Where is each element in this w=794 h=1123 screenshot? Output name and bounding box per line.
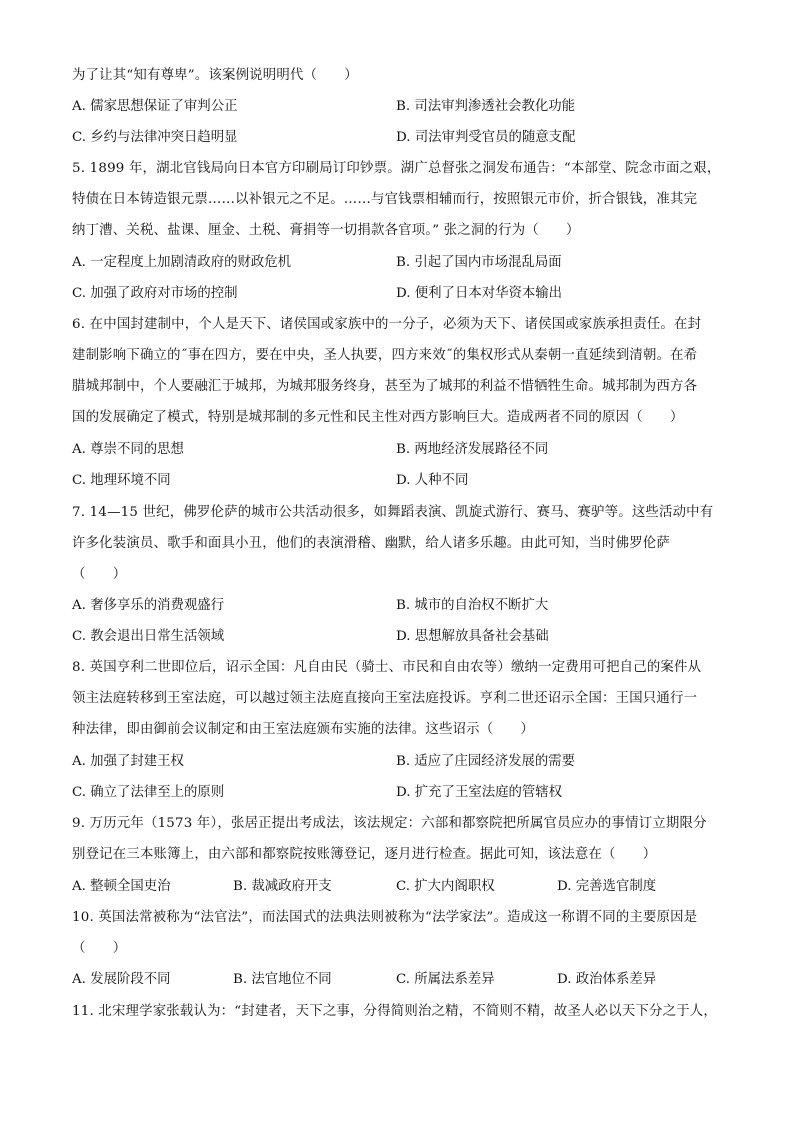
q10-option-d[interactable]: D. 政治体系差异 <box>557 972 657 987</box>
q5-stem-line-1: 5. 1899 年，湖北官钱局向日本官方印刷局订印钞票。湖广总督张之洞发布通告：“本部堂、院念市面之艰， <box>72 161 721 176</box>
q6-stem-line-3: 腊城邦制中，个人要融汇于城邦，为城邦服务终身，甚至为了城邦的利益不惜牺牲生命。城邦制为西方各 <box>72 379 698 394</box>
q9-option-c[interactable]: C. 扩大内阁职权 <box>396 879 495 894</box>
q8-option-b[interactable]: B. 适应了庄园经济发展的需要 <box>396 754 576 769</box>
q5-stem-line-3: 纳丁漕、关税、盐课、厘金、土税、膏捐等一切捐款各官项。” 张之洞的行为（ ） <box>72 223 580 238</box>
q4-option-b[interactable]: B. 司法审判渗透社会教化功能 <box>396 99 576 114</box>
q6-option-d[interactable]: D. 人种不同 <box>396 473 469 488</box>
q8-option-d[interactable]: D. 扩充了王室法庭的管辖权 <box>396 785 563 800</box>
q10-option-a[interactable]: A. 发展阶段不同 <box>72 972 171 987</box>
q9-stem-line-1: 9. 万历元年（1573 年），张居正提出考成法，该法规定：六部和都察院把所属官员应办的事情订立期限分 <box>72 816 707 831</box>
q6-option-b[interactable]: B. 两地经济发展路径不同 <box>396 442 549 457</box>
q4-option-d[interactable]: D. 司法审判受官员的随意支配 <box>396 130 576 145</box>
q10-stem-line-1: 10. 英国法常被称为“法官法”，而法国式的法典法则被称为“法学家法”。造成这一称谓不同的主要原因是 <box>72 910 698 925</box>
q4-option-c[interactable]: C. 乡约与法律冲突日趋明显 <box>72 130 238 145</box>
q7-stem-line-1: 7. 14—15 世纪，佛罗伦萨的城市公共活动很多，如舞蹈表演、凯旋式游行、赛马、赛驴等。这些活动中有 <box>72 505 714 520</box>
q8-option-c[interactable]: C. 确立了法律至上的原则 <box>72 785 225 800</box>
q7-stem-line-3: （ ） <box>72 567 127 582</box>
q7-stem-line-2: 许多化装演员、歌手和面具小丑，他们的表演滑稽、幽默，给人诸多乐趣。由此可知，当时佛罗伦萨 <box>72 536 670 551</box>
q7-option-a[interactable]: A. 奢侈享乐的消费观盛行 <box>72 598 225 613</box>
q10-stem-line-2: （ ） <box>72 941 127 956</box>
q5-option-b[interactable]: B. 引起了国内市场混乱局面 <box>396 255 562 270</box>
q6-stem-line-2: 建制影响下确立的˝事在四方，要在中央，圣人执要，四方来效˝的集权形式从秦朝一直延续到清朝。在希 <box>72 348 698 363</box>
q7-option-b[interactable]: B. 城市的自治权不断扩大 <box>396 598 549 613</box>
q5-option-a[interactable]: A. 一定程度上加剧清政府的财政危机 <box>72 255 292 270</box>
q9-option-a[interactable]: A. 整顿全国吏治 <box>72 879 171 894</box>
q7-option-d[interactable]: D. 思想解放具备社会基础 <box>396 629 549 644</box>
q11-stem-line-1: 11. 北宋理学家张载认为：“封建者，天下之事，分得简则治之精，不简则不精，故圣人必以天下分之于人， <box>72 1004 717 1019</box>
q9-stem-line-2: 别登记在三本账簿上，由六部和都察院按账簿登记，逐月进行检查。据此可知，该法意在（ ） <box>72 847 657 862</box>
q8-stem-line-1: 8. 英国亨利二世即位后，诏示全国：凡自由民（骑士、市民和自由农等）缴纳一定费用可把自己的案件从 <box>72 660 702 675</box>
q10-option-c[interactable]: C. 所属法系差异 <box>396 972 495 987</box>
q8-stem-line-2: 领主法庭转移到王室法庭，可以越过领主法庭直接向王室法庭投诉。亨利二世还诏示全国：王国只通行一 <box>72 691 698 706</box>
q8-option-a[interactable]: A. 加强了封建王权 <box>72 754 184 769</box>
q6-option-a[interactable]: A. 尊崇不同的思想 <box>72 442 184 457</box>
q6-stem-line-1: 6. 在中国封建制中，个人是天下、诸侯国或家族中的一分子，必须为天下、诸侯国或家族承担责任。在封 <box>72 317 702 332</box>
q10-option-b[interactable]: B. 法官地位不同 <box>233 972 332 987</box>
q8-stem-line-3: 种法律，即由御前会议制定和由王室法庭颁布实施的法律。这些诏示（ ） <box>72 722 535 737</box>
q5-option-c[interactable]: C. 加强了政府对市场的控制 <box>72 286 238 301</box>
q4-option-a[interactable]: A. 儒家思想保证了审判公正 <box>72 99 238 114</box>
q9-option-d[interactable]: D. 完善选官制度 <box>557 879 657 894</box>
q6-option-c[interactable]: C. 地理环境不同 <box>72 473 171 488</box>
q7-option-c[interactable]: C. 教会退出日常生活领域 <box>72 629 225 644</box>
q9-option-b[interactable]: B. 裁减政府开支 <box>233 879 332 894</box>
q5-stem-line-2: 特债在日本铸造银元票……以补银元之不足。……与官钱票相辅而行，按照银元市价，折合银钱，准其完 <box>72 192 698 207</box>
q6-stem-line-4: 国的发展确定了模式，特别是城邦制的多元性和民主性对西方影响巨大。造成两者不同的原因（ ） <box>72 410 684 425</box>
q5-option-d[interactable]: D. 便利了日本对华资本输出 <box>396 286 563 301</box>
q4-stem-tail: 为了让其“知有尊卑”。该案例说明明代（ ） <box>72 68 358 83</box>
